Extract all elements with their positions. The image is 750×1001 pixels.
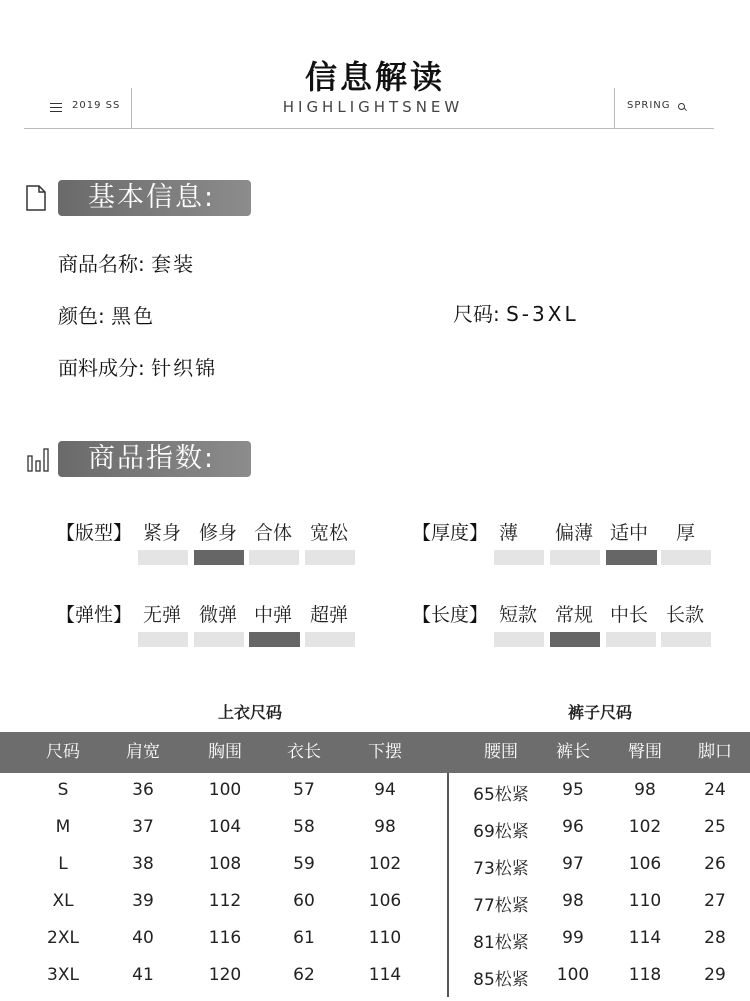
table-cell: 100 <box>556 965 590 985</box>
elasticity-bar <box>305 632 355 647</box>
elasticity-bar <box>249 632 300 647</box>
length-label: 【长度】 <box>412 604 489 626</box>
table-cell: 120 <box>208 965 242 985</box>
table-cell: 62 <box>293 965 315 985</box>
thickness-option: 偏薄 <box>555 522 594 544</box>
table-cell: XL <box>52 891 74 911</box>
table-cell: 81松紧 <box>473 933 529 953</box>
table-cell: 98 <box>634 780 656 800</box>
table-cell: 41 <box>132 965 154 985</box>
fit-bar <box>138 550 188 565</box>
product-name-row <box>58 248 195 277</box>
thickness-bar <box>550 550 600 565</box>
fit-label: 【版型】 <box>56 522 133 544</box>
table-cell: 58 <box>293 817 315 837</box>
length-option: 常规 <box>555 604 594 626</box>
table-cell: 61 <box>293 928 315 948</box>
table-cell: 102 <box>628 817 662 837</box>
thickness-label: 【厚度】 <box>412 522 489 544</box>
table-cell: 24 <box>704 780 726 800</box>
search-icon[interactable] <box>678 103 685 110</box>
table-cell: 69松紧 <box>473 822 529 842</box>
fit-option: 紧身 <box>143 522 182 544</box>
table-cell: 95 <box>562 780 584 800</box>
table-cell: 116 <box>208 928 242 948</box>
bottom-size-caption: 裤子尺码 <box>567 703 632 722</box>
top-size-caption: 上衣尺码 <box>217 703 282 722</box>
product-name-label: 商品名称: <box>58 252 145 276</box>
table-cell: 3XL <box>47 965 79 985</box>
table-cell: 27 <box>704 891 726 911</box>
length-option: 长款 <box>666 604 705 626</box>
color-value: 黑色 <box>111 304 156 328</box>
spring-label: SPRING <box>627 100 671 111</box>
index-heading: 商品指数: <box>58 441 251 477</box>
table-cell: 104 <box>208 817 242 837</box>
fabric-label: 面料成分: <box>58 356 145 380</box>
color-row <box>58 300 155 329</box>
table-cell: 25 <box>704 817 726 837</box>
fit-option: 宽松 <box>310 522 349 544</box>
table-cell: 108 <box>208 854 242 874</box>
table-cell: 57 <box>293 780 315 800</box>
table-cell: 110 <box>368 928 402 948</box>
fit-bar <box>194 550 244 565</box>
table-cell: 94 <box>374 780 396 800</box>
table-cell: S <box>57 780 69 800</box>
elasticity-option: 超弹 <box>310 604 349 626</box>
thickness-option: 薄 <box>499 522 519 544</box>
elasticity-option: 中弹 <box>254 604 293 626</box>
header-divider <box>24 128 714 129</box>
fabric-value: 针织锦 <box>151 356 218 380</box>
bar-chart-icon <box>27 448 49 472</box>
length-bar <box>494 632 544 647</box>
fit-option: 修身 <box>199 522 238 544</box>
table-cell: 106 <box>628 854 662 874</box>
length-bar <box>661 632 711 647</box>
table-cell: 39 <box>132 891 154 911</box>
table-cell: 40 <box>132 928 154 948</box>
table-cell: 77松紧 <box>473 896 529 916</box>
elasticity-option: 微弹 <box>199 604 238 626</box>
thickness-option: 厚 <box>676 522 696 544</box>
size-row <box>453 298 579 327</box>
elasticity-bar <box>194 632 244 647</box>
product-name-value: 套装 <box>151 252 196 276</box>
header-cell: 臀围 <box>628 742 662 762</box>
table-cell: 38 <box>132 854 154 874</box>
table-cell: 60 <box>293 891 315 911</box>
table-cell: 114 <box>368 965 402 985</box>
table-cell: 73松紧 <box>473 859 529 879</box>
length-bar <box>550 632 600 647</box>
table-cell: 29 <box>704 965 726 985</box>
elasticity-label: 【弹性】 <box>56 604 133 626</box>
size-label: 尺码: <box>453 302 500 326</box>
table-cell: 98 <box>374 817 396 837</box>
table-cell: 85松紧 <box>473 970 529 990</box>
table-cell: 59 <box>293 854 315 874</box>
table-cell: 2XL <box>47 928 79 948</box>
color-label: 颜色: <box>58 304 105 328</box>
size-value: S-3XL <box>506 302 579 326</box>
thickness-bar <box>661 550 711 565</box>
table-cell: 36 <box>132 780 154 800</box>
table-cell: 110 <box>628 891 662 911</box>
document-icon <box>26 185 46 211</box>
fabric-row <box>58 352 217 381</box>
length-option: 中长 <box>610 604 649 626</box>
fit-option: 合体 <box>254 522 293 544</box>
header-cell: 胸围 <box>208 742 242 762</box>
table-cell: 37 <box>132 817 154 837</box>
header-cell: 衣长 <box>287 742 321 762</box>
table-cell: 98 <box>562 891 584 911</box>
table-cell: 100 <box>208 780 242 800</box>
header-separator-right <box>614 88 615 128</box>
header-cell: 尺码 <box>46 742 80 762</box>
table-cell: 118 <box>628 965 662 985</box>
basic-info-heading: 基本信息: <box>58 180 251 216</box>
table-cell: 102 <box>368 854 402 874</box>
table-cell: 96 <box>562 817 584 837</box>
table-cell: L <box>58 854 68 874</box>
table-cell: M <box>55 817 71 837</box>
menu-icon[interactable] <box>50 103 62 115</box>
table-cell: 112 <box>208 891 242 911</box>
elasticity-bar <box>138 632 188 647</box>
table-cell: 106 <box>368 891 402 911</box>
header-cell: 腰围 <box>484 742 518 762</box>
table-cell: 99 <box>562 928 584 948</box>
fit-bar <box>249 550 299 565</box>
thickness-bar <box>606 550 657 565</box>
thickness-bar <box>494 550 544 565</box>
page-title: 信息解读 <box>304 58 445 96</box>
elasticity-option: 无弹 <box>143 604 182 626</box>
table-cell: 97 <box>562 854 584 874</box>
header-cell: 下摆 <box>368 742 402 762</box>
header-cell: 裤长 <box>556 742 590 762</box>
table-cell: 114 <box>628 928 662 948</box>
table-cell: 26 <box>704 854 726 874</box>
fit-bar <box>305 550 355 565</box>
length-option: 短款 <box>499 604 538 626</box>
thickness-option: 适中 <box>610 522 649 544</box>
table-divider <box>447 773 449 997</box>
header-cell: 肩宽 <box>126 742 160 762</box>
table-cell: 28 <box>704 928 726 948</box>
header-cell: 脚口 <box>698 742 732 762</box>
table-cell: 65松紧 <box>473 785 529 805</box>
brand-name: HIGHLIGHTSNEW <box>282 98 464 116</box>
length-bar <box>606 632 656 647</box>
season-label: 2019 SS <box>72 100 121 111</box>
